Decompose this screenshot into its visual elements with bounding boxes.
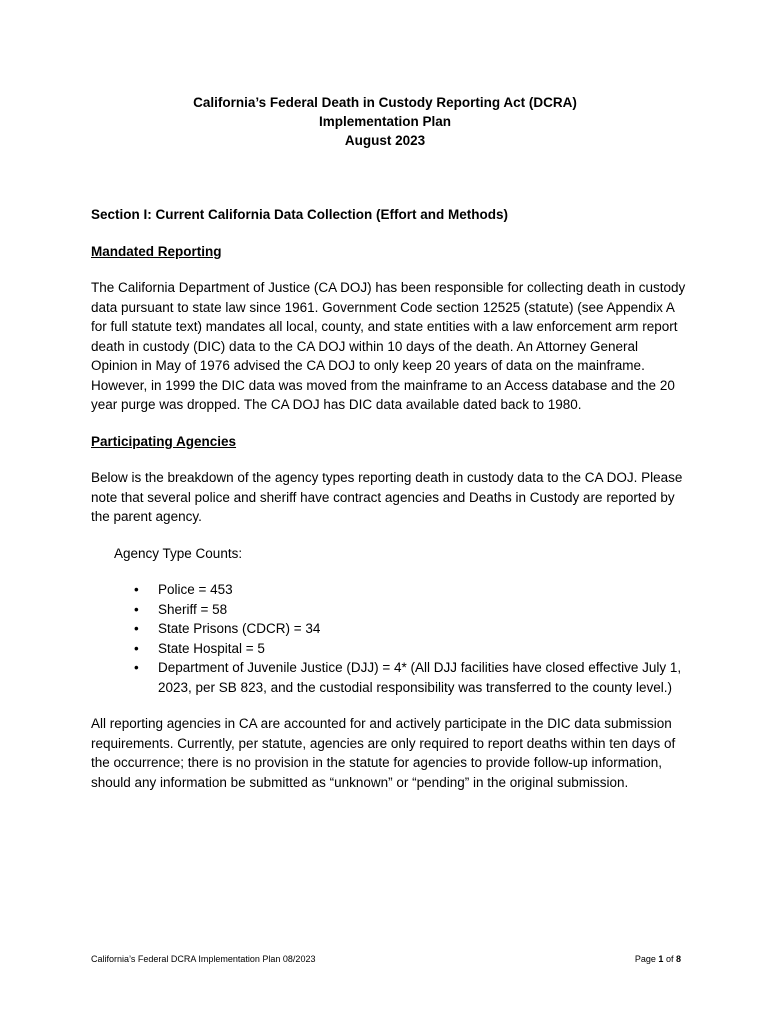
footer-document-title: California’s Federal DCRA Implementation Plan 08/2023 — [91, 954, 316, 964]
agency-type-list — [91, 580, 687, 697]
document-body — [91, 205, 687, 792]
title-line-3: August 2023 — [344, 133, 426, 148]
list-item-text: Sheriff = 58 — [158, 601, 228, 617]
bullet-icon: • — [134, 660, 139, 675]
bullet-icon: • — [134, 640, 139, 656]
title-line-1: California’s Federal Death in Custody Reporting Act (DCRA) — [193, 95, 577, 110]
list-item — [134, 639, 687, 659]
list-item-text: Department of Juvenile Justice (DJJ) = 4* (All DJJ facilities have closed effective July 1, 2023, per SB 823, and the custodial responsibility was transferred to the county level.) — [158, 660, 682, 695]
page-number — [635, 953, 681, 965]
list-item — [134, 658, 687, 697]
list-item — [134, 619, 687, 639]
list-item-text: State Prisons (CDCR) = 34 — [158, 621, 321, 636]
participating-agencies-intro: Below is the breakdown of the agency types reporting death in custody data to the CA DOJ. Please note that several police and sheriff have contract agencies and Deaths in Custody are reported by the parent agency. — [91, 470, 683, 524]
bullet-icon: • — [134, 601, 139, 617]
list-item — [134, 580, 687, 600]
list-item-text: State Hospital = 5 — [158, 640, 265, 656]
title-line-2: Implementation Plan — [318, 114, 452, 129]
page-current: 1 — [658, 954, 664, 964]
list-item-text: Police = 453 — [158, 582, 233, 597]
of-word: of — [665, 954, 674, 964]
participating-agencies-heading: Participating Agencies — [91, 433, 237, 449]
page-word: Page — [634, 954, 656, 964]
section-heading: Section I: Current California Data Collection (Effort and Methods) — [91, 207, 509, 222]
bullet-icon: • — [134, 621, 139, 636]
page-total: 8 — [675, 954, 681, 964]
closing-paragraph: All reporting agencies in CA are accounted for and actively participate in the DIC data submission requirements. Currently, per statute, agencies are only required to report deaths within ten days of the occurrence; there is no provision in the statute for agencies to provide follow-up information, should any information be submitted as “unknown” or “pending” in the original submission. — [91, 716, 676, 790]
mandated-reporting-heading: Mandated Reporting — [91, 243, 222, 259]
mandated-reporting-paragraph: The California Department of Justice (CA DOJ) has been responsible for collecting death in custody data pursuant to state law since 1961. Government Code section 12525 (statute) (see Appendix A for full statute text) mandates all local, county, and state entities with a law enforcement arm report death in custody (DIC) data to the CA DOJ within 10 days of the death. An Attorney General Opinion in May of 1976 advised the CA DOJ to only keep 20 years of data on the mainframe. However, in 1999 the DIC data was moved from the mainframe to an Access database and the 20 year purge was dropped. The CA DOJ has DIC data available dated back to 1980. — [91, 280, 686, 412]
document-title — [0, 93, 770, 150]
bullet-icon: • — [134, 582, 139, 597]
list-item — [134, 600, 687, 620]
agency-type-counts-label: Agency Type Counts: — [114, 545, 243, 561]
